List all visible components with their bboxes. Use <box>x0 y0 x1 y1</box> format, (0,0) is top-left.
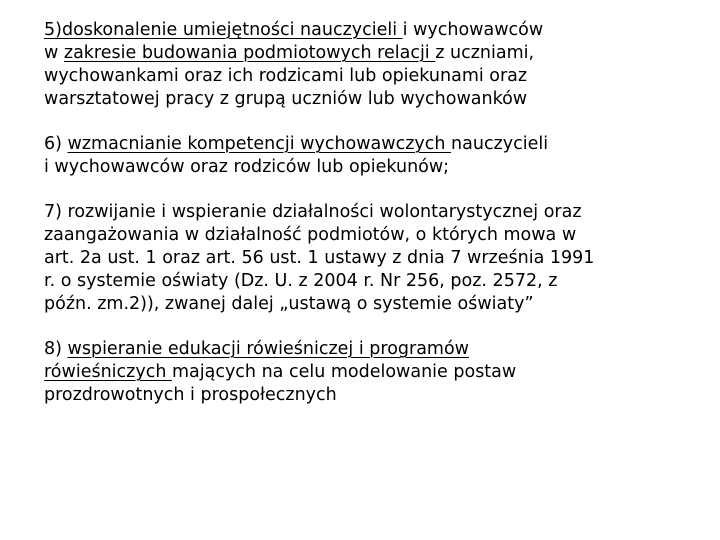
text-run: 6) <box>44 134 68 154</box>
text-line <box>44 270 684 293</box>
text-run: zaangażowania w działalność podmiotów, o których mowa w <box>44 225 577 245</box>
text-run: z uczniami, <box>435 43 535 63</box>
text-run: 8) <box>44 339 68 359</box>
text-run: warsztatowej pracy z grupą uczniów lub wychowanków <box>44 89 528 109</box>
text-run: 7) rozwijanie i wspieranie działalności wolontarystycznej oraz <box>44 202 582 222</box>
text-line <box>44 338 684 361</box>
text-line <box>44 133 684 156</box>
text-run: późn. zm.2)), zwanej dalej „ustawą o systemie oświaty” <box>44 294 534 314</box>
underlined-text: zakresie budowania podmiotowych relacji <box>63 43 436 63</box>
text-run: mających na celu modelowanie postaw <box>171 362 517 382</box>
text-line <box>44 361 684 384</box>
underlined-text: wspieranie edukacji rówieśniczej i programów <box>67 339 469 359</box>
text-run: i wychowawców oraz rodziców lub opiekunów; <box>44 157 450 177</box>
text-line <box>44 247 684 270</box>
text-run: prozdrowotnych i prospołecznych <box>44 385 337 405</box>
list-item-8 <box>44 338 684 407</box>
text-line <box>44 201 684 224</box>
text-line <box>44 293 684 316</box>
underlined-text: 5)doskonalenie umiejętności nauczycieli <box>44 20 403 40</box>
text-run: r. o systemie oświaty (Dz. U. z 2004 r. Nr 256, poz. 2572, z <box>44 271 558 291</box>
text-run: art. 2a ust. 1 oraz art. 56 ust. 1 ustawy z dnia 7 września 1991 <box>44 248 595 268</box>
text-line <box>44 156 684 179</box>
text-line <box>44 384 684 407</box>
underlined-text: wzmacnianie kompetencji wychowawczych <box>67 134 452 154</box>
text-line <box>44 224 684 247</box>
text-run: nauczycieli <box>451 134 549 154</box>
underlined-text: rówieśniczych <box>44 362 172 382</box>
text-line <box>44 19 684 42</box>
text-run: i wychowawców <box>402 20 544 40</box>
text-run: wychowankami oraz ich rodzicami lub opiekunami oraz <box>44 66 528 86</box>
text-line <box>44 42 684 65</box>
text-line <box>44 65 684 88</box>
text-run: w <box>44 43 64 63</box>
list-item-7 <box>44 201 684 316</box>
list-item-5 <box>44 19 684 111</box>
document-body <box>44 19 684 407</box>
list-item-6 <box>44 133 684 179</box>
text-line <box>44 88 684 111</box>
